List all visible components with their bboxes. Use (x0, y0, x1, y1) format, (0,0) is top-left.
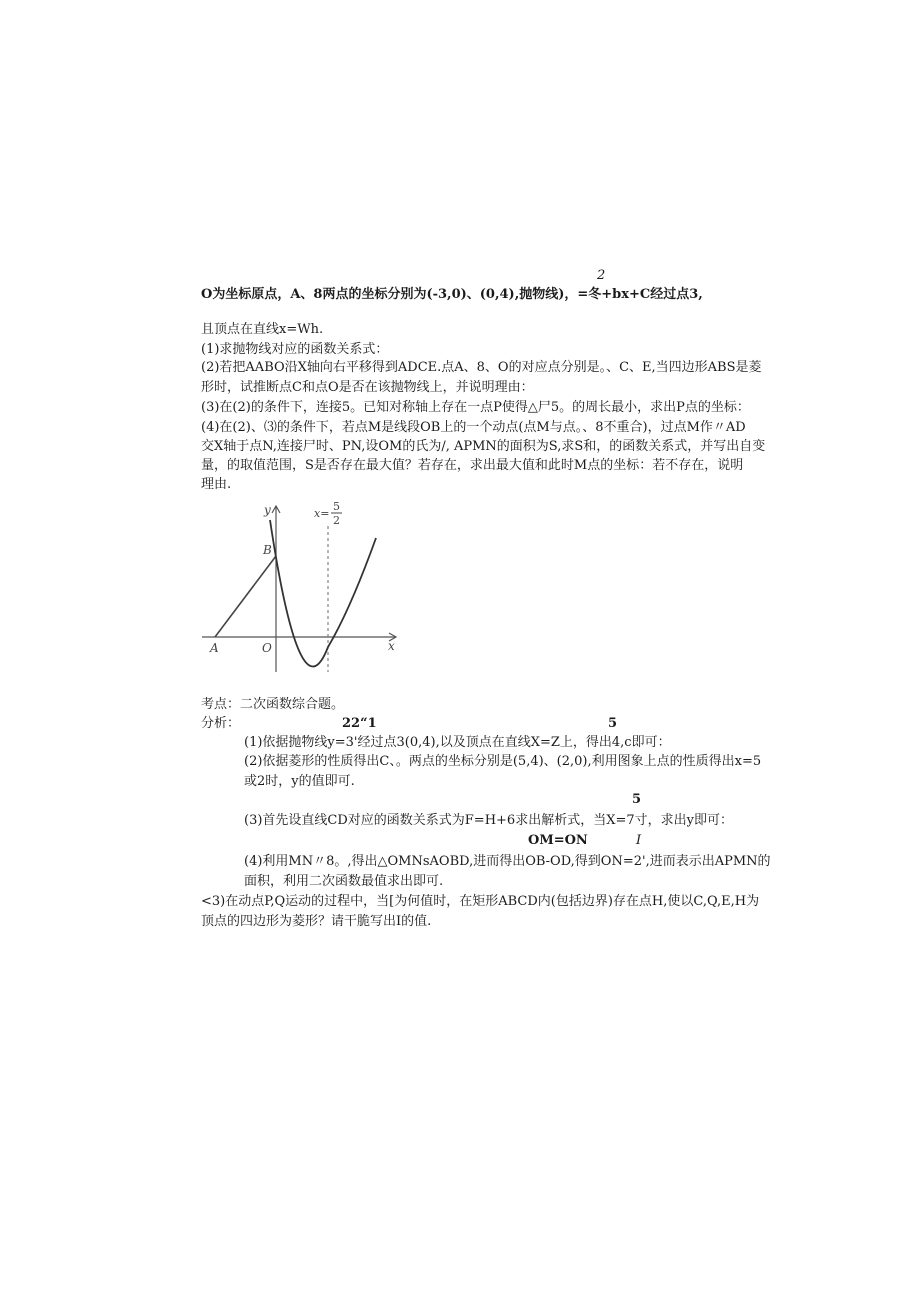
fenxi-label: 分析： (201, 716, 241, 731)
problem-line-1: O为坐标原点，A、8两点的坐标分别为(-3,0)、(0,4),抛物线)，=冬+bx+C经过点3, (201, 287, 703, 302)
analysis-4-line-2: 面积，利用二次函数最值求出即可. (244, 874, 444, 889)
fenxi-numbers: 22“1 (342, 716, 377, 731)
question-4-line-2: 交X轴于点N,连接尸时、PN,设OM的氏为/, APMN的面积为S,求S和，的函数关系式，并写出自变 (201, 439, 766, 454)
point-b-label: B (263, 543, 272, 557)
question-4-line-3: 量，的取值范围，S是否存在最大值？若存在，求出最大值和此时M点的坐标：若不存在，说明 (201, 458, 744, 473)
fraction-denominator: 2 (333, 514, 340, 527)
origin-label: O (262, 641, 272, 655)
extra-question-line-2: 顶点的四边形为菱形？请干脆写出I的值. (201, 914, 432, 929)
extra-question-line-1: <3)在动点P,Q运动的过程中，当[为何值时，在矩形ABCD内(包括边界)存在点H,使以C,Q,E,H为 (201, 894, 760, 909)
kaodian-line: 考点：二次函数综合题。 (201, 697, 345, 712)
analysis-3-five: 5 (632, 792, 642, 807)
question-2-line-2: 形时，试推断点C和点O是否在该抛物线上，并说明理由： (201, 380, 534, 395)
analysis-1: (1)依据抛物线y=3'经过点3(0,4),以及顶点在直线X=Z上，得出4,c即可： (244, 735, 671, 750)
parabola-curve (270, 520, 376, 667)
segment-ab (215, 556, 276, 637)
parabola-figure (200, 500, 405, 675)
analysis-2-line-1: (2)依据菱形的性质得出C、。两点的坐标分别是(5,4)、(2,0),利用图象上点的性质得出x=5 (244, 754, 762, 769)
symmetry-line-label: x= (314, 507, 330, 520)
question-3: (3)在(2)的条件下，连接5。已知对称轴上存在一点P使得△尸5。的周长最小，求出P点的坐标： (201, 400, 750, 415)
fraction-numerator: 5 (333, 500, 340, 513)
question-4-line-4: 理由. (201, 477, 232, 492)
analysis-4-line-1: (4)利用MN〃8。,得出△OMNsAOBD,进而得出OB-OD,得到ON=2',进而表示出APMN的 (244, 854, 771, 869)
x-axis-label: x (388, 639, 395, 653)
y-axis-label: y (264, 503, 271, 517)
point-a-label: A (210, 641, 219, 655)
parabola-graph (200, 500, 405, 675)
analysis-2-line-2: 或2时，y的值即可. (244, 774, 355, 789)
question-4-line-1: (4)在(2)、⑶的条件下，若点M是线段OB上的一个动点(点M与点。、8不重合)，过点M作〃AD (201, 420, 746, 435)
question-1: (1)求抛物线对应的函数关系式： (201, 342, 389, 357)
problem-line-2: 且顶点在直线x=Wh. (201, 322, 324, 337)
fenxi-five: 5 (608, 716, 618, 731)
question-2-line-1: (2)若把AABO沿X轴向右平移得到ADCE.点A、8、O的对应点分别是。、C、E,当四边形ABS是菱 (201, 360, 762, 375)
analysis-3: (3)首先设直线CD对应的函数关系式为F=H+6求出解析式，当X=7寸，求出y即可： (244, 813, 733, 828)
superscript-2: 2 (597, 268, 606, 283)
slash-one: I (636, 833, 642, 848)
om-on-equation: OM=ON (528, 833, 588, 848)
